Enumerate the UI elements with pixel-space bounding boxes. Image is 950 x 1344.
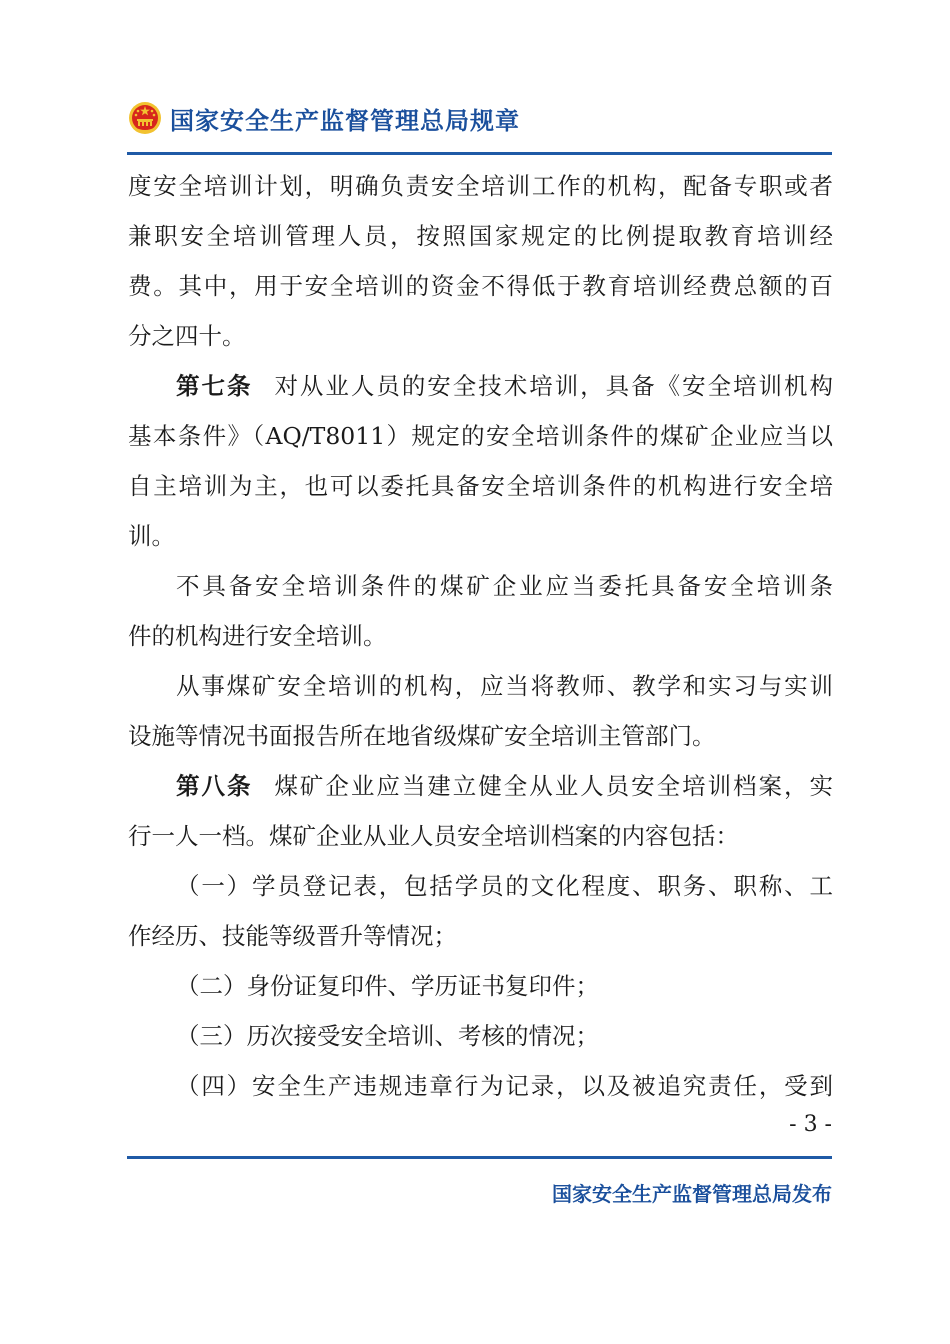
paragraph-line: 兼职安全培训管理人员，按照国家规定的比例提取教育培训经 <box>128 222 833 250</box>
footer-divider <box>127 1156 832 1159</box>
list-item-line: （二）身份证复印件、学历证书复印件； <box>176 972 599 1000</box>
paragraph-line: 不具备安全培训条件的煤矿企业应当委托具备安全培训条 <box>176 572 833 600</box>
paragraph-line: 自主培训为主，也可以委托具备安全培训条件的机构进行安全培 <box>128 472 833 500</box>
paragraph-line: 设施等情况书面报告所在地省级煤矿安全培训主管部门。 <box>128 722 716 750</box>
page-header <box>128 100 520 136</box>
paragraph-line: 分之四十。 <box>128 322 246 350</box>
footer-publisher: 国家安全生产监督管理总局发布 <box>552 1182 832 1206</box>
page-number: - 3 - <box>789 1112 832 1137</box>
list-item-line: （三）历次接受安全培训、考核的情况； <box>176 1022 599 1050</box>
paragraph-line: 行一人一档。煤矿企业从业人员安全培训档案的内容包括： <box>128 822 739 850</box>
paragraph-line: 件的机构进行安全培训。 <box>128 622 387 650</box>
list-item-line: （一）学员登记表，包括学员的文化程度、职务、职称、工 <box>176 872 833 900</box>
document-body <box>128 161 833 1111</box>
paragraph-line: 基本条件》（AQ/T8011）规定的安全培训条件的煤矿企业应当以 <box>128 422 833 450</box>
header-title: 国家安全生产监督管理总局规章 <box>170 106 520 135</box>
paragraph-line: 费。其中，用于安全培训的资金不得低于教育培训经费总额的百 <box>128 272 833 300</box>
article-7-line <box>128 361 833 411</box>
article-8-label: 第八条 <box>176 772 253 800</box>
article-7-label: 第七条 <box>176 372 253 400</box>
paragraph-line: 从事煤矿安全培训的机构，应当将教师、教学和实习与实训 <box>176 672 833 700</box>
list-item-line: 作经历、技能等级晋升等情况； <box>128 922 457 950</box>
national-emblem-icon <box>128 100 162 136</box>
article-8-text: 煤矿企业应当建立健全从业人员安全培训档案，实 <box>274 772 833 800</box>
list-item-line: （四）安全生产违规违章行为记录，以及被追究责任，受到 <box>176 1072 833 1100</box>
paragraph-line: 训。 <box>128 522 175 550</box>
paragraph-line: 度安全培训计划，明确负责安全培训工作的机构，配备专职或者 <box>128 172 833 200</box>
article-7-text: 对从业人员的安全技术培训，具备《安全培训机构 <box>274 372 833 400</box>
article-8-line <box>128 761 833 811</box>
header-divider <box>127 152 832 155</box>
